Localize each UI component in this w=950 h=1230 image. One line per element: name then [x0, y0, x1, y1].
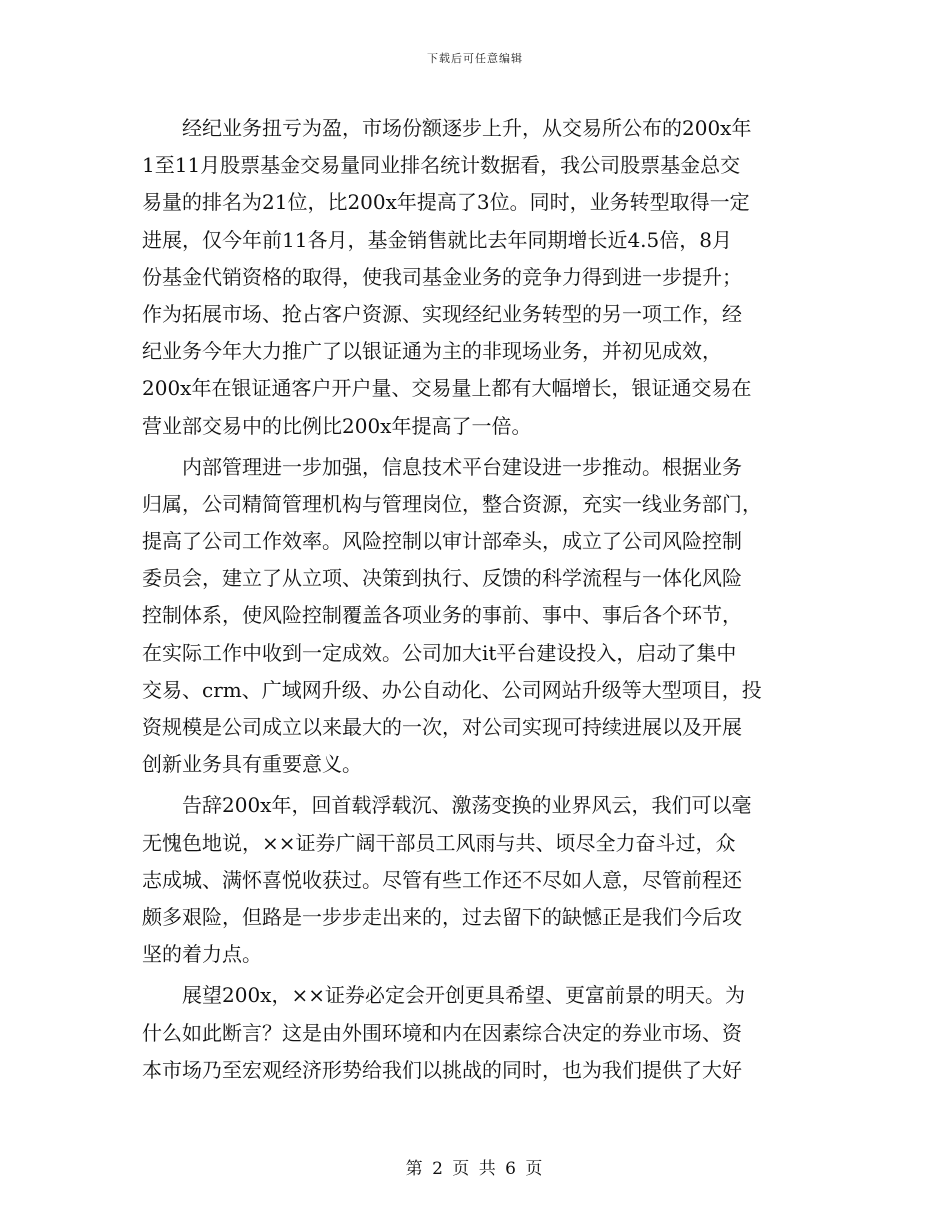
- text-line: 在实际工作中收到一定成效。公司加大it平台建设投入，启动了集中: [142, 640, 737, 665]
- text-line: 展望200x，××证券必定会开创更具希望、更富前景的明天。为: [142, 983, 745, 1008]
- text-line: 本市场乃至宏观经济形势给我们以挑战的同时，也为我们提供了大好: [142, 1057, 742, 1082]
- paragraph-management: [142, 449, 812, 784]
- text-line: 200x年在银证通客户开户量、交易量上都有大幅增长，银证通交易在: [142, 376, 752, 401]
- text-line: 交易、crm、广域网升级、办公自动化、公司网站升级等大型项目，投: [142, 677, 762, 702]
- text-line: 份基金代销资格的取得，使我司基金业务的竞争力得到进一步提升；: [142, 264, 742, 289]
- page-header: 下载后可任意编辑: [427, 52, 523, 65]
- text-line: 营业部交易中的比例比200x年提高了一倍。: [142, 413, 532, 438]
- text-line: 志成城、满怀喜悦收获过。尽管有些工作还不尽如人意，尽管前程还: [142, 867, 742, 892]
- text-line: 控制体系，使风险控制覆盖各项业务的事前、事中、事后各个环节，: [142, 603, 742, 628]
- text-line: 创新业务具有重要意义。: [142, 752, 362, 777]
- text-line: 什么如此断言？这是由外围环境和内在因素综合决定的券业市场、资: [142, 1020, 742, 1045]
- page-number: 第 2 页 共 6 页: [405, 1159, 545, 1179]
- text-line: 内部管理进一步加强，信息技术平台建设进一步推动。根据业务: [142, 454, 742, 479]
- text-line: 归属，公司精简管理机构与管理岗位，整合资源，充实一线业务部门，: [142, 491, 762, 516]
- paragraph-brokerage: [142, 110, 812, 445]
- text-line: 资规模是公司成立以来最大的一次，对公司实现可持续进展以及开展: [142, 715, 742, 739]
- paragraph-farewell: [142, 787, 812, 973]
- text-line: 作为拓展市场、抢占客户资源、实现经纪业务转型的另一项工作，经: [142, 301, 742, 326]
- text-line: 易量的排名为21位，比200x年提高了3位。同时，业务转型取得一定: [142, 190, 750, 215]
- document-body: [142, 110, 812, 1089]
- text-line: 纪业务今年大力推广了以银证通为主的非现场业务，并初见成效，: [142, 339, 722, 364]
- text-line: 经纪业务扭亏为盈，市场份额逐步上升，从交易所公布的200x年: [142, 116, 752, 140]
- text-line: 委员会，建立了从立项、决策到执行、反馈的科学流程与一体化风险: [142, 566, 742, 591]
- text-line: 坚的着力点。: [142, 942, 262, 967]
- text-line: 提高了公司工作效率。风险控制以审计部牵头，成立了公司风险控制: [142, 529, 742, 554]
- text-line: 无愧色地说，××证券广阔干部员工风雨与共、顷尽全力奋斗过，众: [142, 830, 736, 855]
- paragraph-outlook: [142, 977, 812, 1089]
- text-line: 1至11月股票基金交易量同业排名统计数据看，我公司股票基金总交: [142, 153, 741, 178]
- text-line: 告辞200x年，回首载浮载沉、激荡变换的业界风云，我们可以毫: [142, 793, 752, 818]
- text-line: 颇多艰险，但路是一步步走出来的，过去留下的缺憾正是我们今后攻: [142, 904, 742, 929]
- text-line: 进展，仅今年前11各月，基金销售就比去年同期增长近4.5倍，8月: [142, 227, 732, 252]
